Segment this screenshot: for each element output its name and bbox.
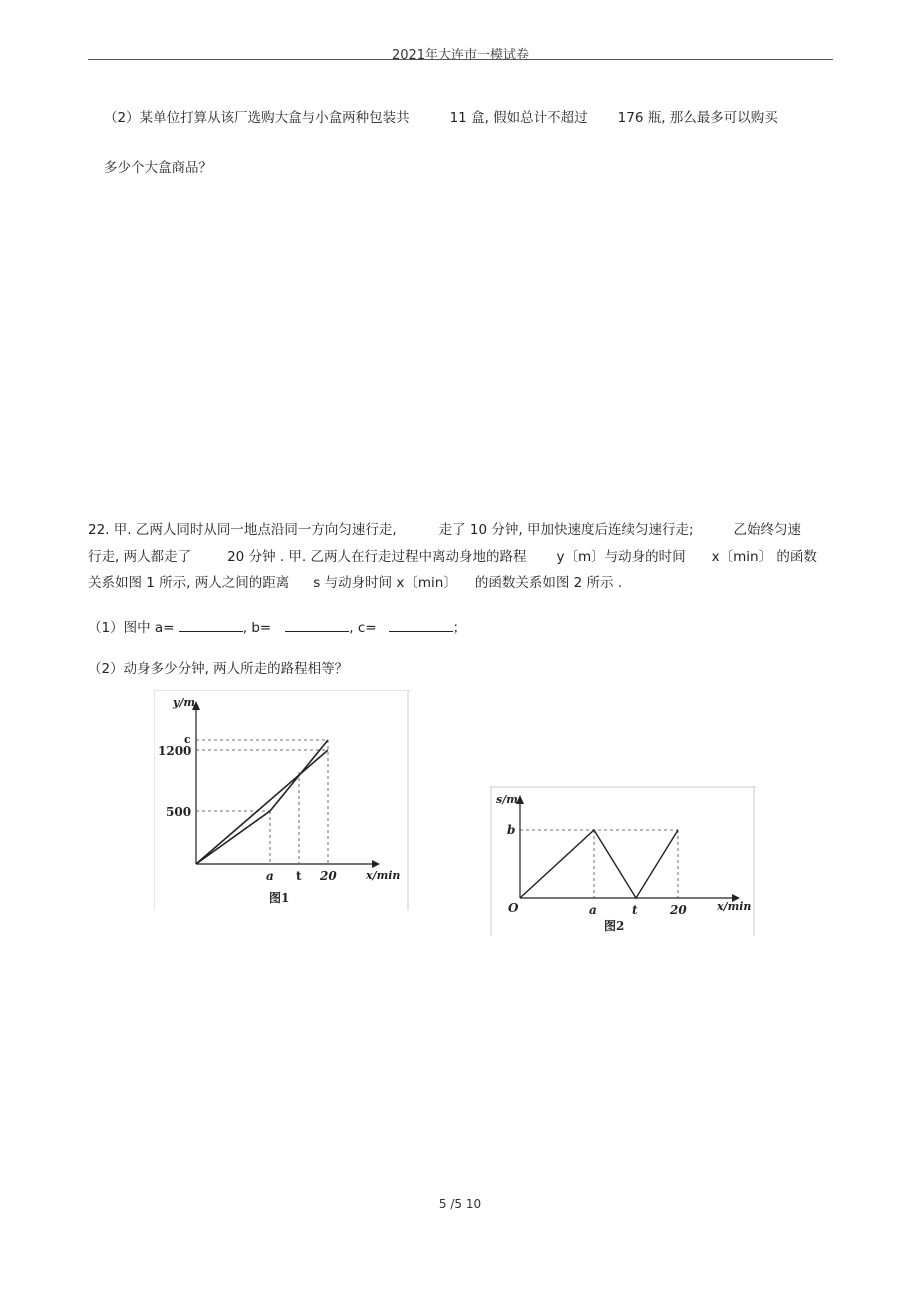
q21-part2-line2: 多少个大盒商品？	[104, 160, 212, 176]
q22-l3-b: s 与动身时间 x〔min〕	[313, 575, 457, 591]
header-rule	[88, 59, 833, 60]
fig2-xtick-t: t	[632, 903, 638, 917]
fig1-ytick-c: c	[184, 733, 191, 746]
q22-line2	[88, 545, 817, 565]
fig1-xtick-20: 20	[320, 869, 337, 883]
fig2-xtick-a: a	[589, 903, 597, 917]
fig1-caption: 图1	[269, 891, 290, 905]
q22-l1-c: 乙始终匀速	[733, 522, 802, 538]
q22-part1-c-label: , c=	[349, 620, 377, 636]
q21-text-b: 11 盒, 假如总计不超过	[449, 110, 588, 126]
fig2-ytick-b: b	[507, 823, 516, 837]
fig2-distance-line	[520, 830, 678, 898]
q22-line3	[88, 571, 622, 591]
answer-blank-b[interactable]	[285, 619, 349, 632]
q22-l3-c: 的函数关系如图 2 所示 .	[474, 575, 623, 591]
fig1-ytick-1200: 1200	[158, 744, 192, 758]
fig1-x-arrow	[372, 860, 380, 868]
q22-l2-b: 20 分钟 . 甲. 乙两人在行走过程中离动身地的路程	[227, 549, 527, 565]
answer-blank-c[interactable]	[389, 619, 453, 632]
fig2-xtick-20: 20	[670, 903, 687, 917]
q22-l2-c: y〔m〕与动身的时间	[556, 549, 686, 565]
fig1-xtick-t: t	[296, 869, 302, 883]
q22-part1-b-label: , b=	[242, 620, 272, 636]
q22-part1-suffix: ；	[452, 620, 467, 636]
fig1-line-yi	[196, 750, 328, 864]
fig2-origin: O	[508, 901, 519, 915]
page-number: 5 /5 10	[438, 1197, 482, 1211]
fig2-y-label: s/m	[496, 793, 518, 806]
fig1-ytick-500: 500	[166, 805, 192, 819]
fig1-x-label: x/min	[366, 869, 401, 882]
figure-1	[154, 690, 410, 910]
fig1-y-label: y/m	[173, 696, 196, 709]
q22-part1-prefix: （1）图中 a=	[88, 620, 175, 636]
q22-part2: （2）动身多少分钟, 两人所走的路程相等？	[88, 661, 349, 677]
q22-l1-a: 22. 甲. 乙两人同时从同一地点沿同一方向匀速行走,	[88, 522, 397, 538]
page-header: 2021年大连市一模试卷	[391, 48, 530, 63]
figure-2	[490, 786, 756, 936]
q21-text-a: （2）某单位打算从该厂选购大盒与小盒两种包装共	[104, 110, 410, 126]
q21-part2-line1	[104, 106, 778, 126]
q22-l2-d: x〔min〕 的函数	[711, 549, 817, 565]
fig1-line-jia	[196, 740, 328, 864]
fig2-x-label: x/min	[717, 900, 752, 913]
q22-l2-a: 行走, 两人都走了	[88, 549, 192, 565]
answer-blank-a[interactable]	[179, 619, 243, 632]
fig2-caption: 图2	[604, 919, 625, 933]
q22-part1	[88, 616, 466, 636]
fig1-xtick-a: a	[266, 869, 274, 883]
q21-text-c: 176 瓶, 那么最多可以购买	[617, 110, 778, 126]
q22-l3-a: 关系如图 1 所示, 两人之间的距离	[88, 575, 290, 591]
q22-l1-b: 走了 10 分钟, 甲加快速度后连续匀速行走;	[438, 522, 694, 538]
q22-line1	[88, 518, 801, 538]
